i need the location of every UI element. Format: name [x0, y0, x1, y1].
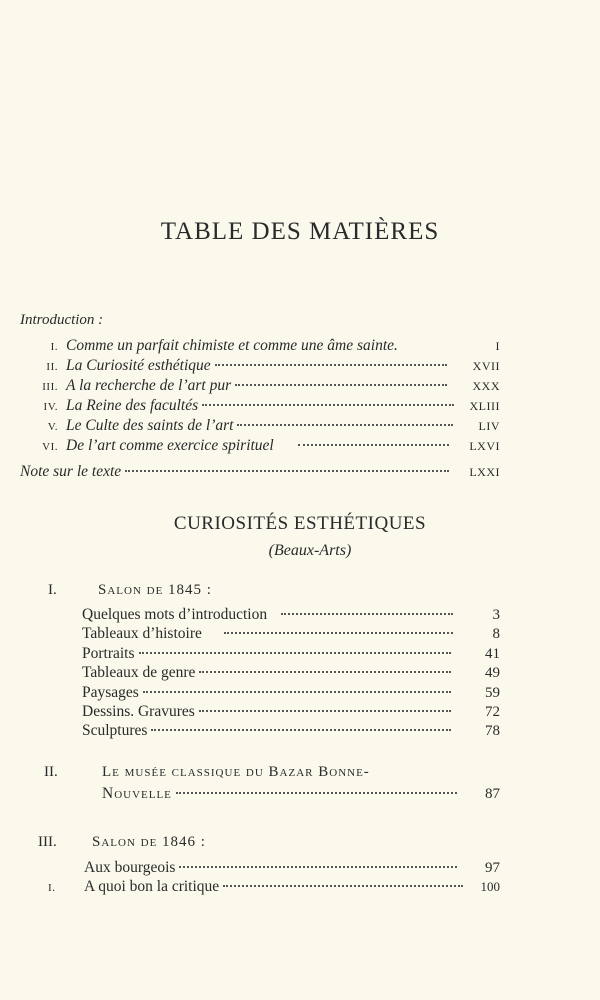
dot-leader: [125, 470, 449, 472]
entry-label: Portraits: [82, 645, 135, 662]
entry-page: I: [495, 339, 500, 353]
dot-leader: [235, 384, 446, 386]
entry-page: 78: [485, 723, 500, 739]
dot-leader: [151, 729, 451, 731]
entry-number: VI.: [42, 441, 58, 453]
entry-label: Dessins. Gravures: [82, 703, 195, 720]
entry-label: Comme un parfait chimiste et comme une âme sainte.: [66, 337, 398, 354]
entry-page: LXXI: [469, 465, 500, 479]
entry-label: A la recherche de l’art pur: [66, 377, 232, 394]
section-title: CURIOSITÉS ESTHÉTIQUES: [173, 513, 427, 534]
entry-number: I.: [48, 882, 56, 894]
entry-label: Le Culte des saints de l’art: [66, 417, 234, 434]
entry-page: XXX: [472, 379, 500, 393]
entry-page: 97: [485, 860, 500, 876]
entry-label: Note sur le texte: [20, 463, 122, 480]
entry-label: Quelques mots d’introduction: [82, 606, 268, 623]
part1-entry-3: [82, 644, 500, 664]
entry-page: 87: [485, 786, 500, 802]
entry-number: II.: [46, 361, 58, 373]
entry-page: XLIII: [469, 399, 500, 413]
entry-page: 59: [485, 685, 500, 701]
note-entry: [20, 462, 500, 482]
entry-page: 72: [485, 704, 500, 720]
dot-leader: [298, 444, 450, 446]
part1-entry-4: [82, 663, 500, 683]
entry-page: 49: [485, 665, 500, 681]
dot-leader: [179, 866, 457, 868]
part-heading: Le musée classique du Bazar Bonne-: [102, 764, 370, 780]
dot-leader: [215, 364, 447, 366]
entry-page: 41: [485, 646, 500, 662]
dot-leader: [237, 424, 452, 426]
entry-page: 100: [480, 879, 500, 894]
intro-entry-4: [20, 396, 500, 417]
entry-label: La Curiosité esthétique: [66, 357, 211, 374]
entry-label: De l’art comme exercice spirituel: [66, 437, 274, 454]
dot-leader: [223, 885, 462, 887]
intro-entry-2: [20, 356, 500, 377]
intro-entry-1-page-wrap: [468, 336, 500, 356]
part-number: II.: [44, 764, 58, 780]
entry-label: Paysages: [82, 684, 139, 701]
entry-label: Nouvelle: [102, 785, 172, 802]
intro-entry-5: [20, 416, 500, 437]
section-subtitle: (Beaux-Arts): [268, 542, 352, 559]
part1-entry-7: [82, 721, 500, 741]
part2-entry: [102, 784, 500, 804]
entry-page: XVII: [472, 359, 500, 373]
intro-entry-6: [20, 436, 500, 457]
part-heading: Salon de 1846 :: [92, 834, 206, 850]
entry-page: 3: [492, 607, 500, 623]
entry-label: La Reine des facultés: [66, 397, 199, 414]
entry-page: LIV: [478, 419, 500, 433]
part3-entry-2: [48, 877, 500, 898]
dot-leader: [202, 404, 453, 406]
entry-label: Sculptures: [82, 722, 148, 739]
dot-leader: [139, 652, 451, 654]
part-number: III.: [38, 834, 57, 850]
part1-entry-5: [82, 683, 500, 703]
intro-entry-3: [20, 376, 500, 397]
part-heading: Salon de 1845 :: [98, 582, 212, 598]
part3-entry-1: [84, 858, 500, 878]
part1-entry-1: [82, 605, 500, 625]
part1-entry-2: [82, 624, 500, 644]
entry-number: III.: [42, 381, 58, 393]
entry-page: 8: [492, 626, 500, 642]
entry-number: IV.: [43, 401, 58, 413]
entry-number: I.: [50, 341, 58, 353]
dot-leader: [281, 613, 452, 615]
entry-number: V.: [47, 421, 58, 433]
part1-entry-6: [82, 702, 500, 722]
entry-label: Tableaux de genre: [82, 664, 196, 681]
dot-leader: [143, 691, 451, 693]
entry-page: LXVI: [469, 439, 500, 453]
entry-label: A quoi bon la critique: [84, 878, 220, 895]
introduction-heading: Introduction :: [20, 312, 104, 328]
part-number: I.: [48, 582, 57, 598]
intro-entry-1: [20, 336, 500, 357]
page-title: TABLE DES MATIÈRES: [160, 218, 440, 245]
entry-label: Tableaux d’histoire: [82, 625, 202, 642]
dot-leader: [224, 632, 453, 634]
dot-leader: [199, 710, 451, 712]
dot-leader: [199, 671, 451, 673]
dot-leader: [176, 792, 457, 794]
entry-label: Aux bourgeois: [84, 859, 176, 876]
